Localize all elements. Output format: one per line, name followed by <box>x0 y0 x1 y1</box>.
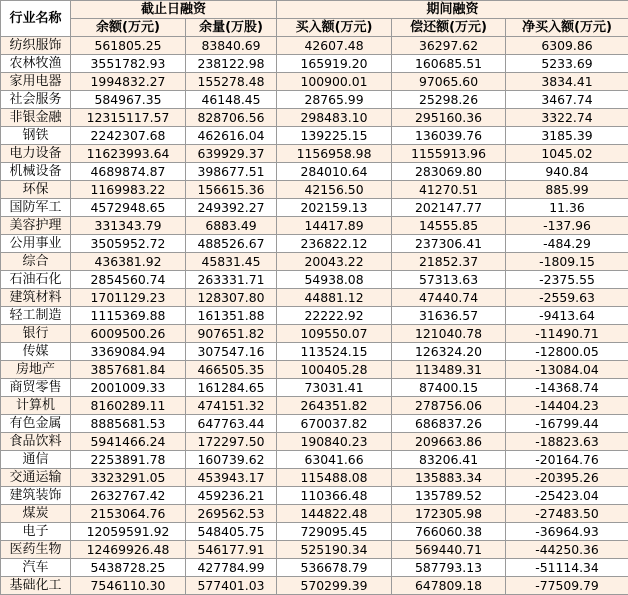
repay-amount-cell: 587793.13 <box>392 559 506 577</box>
net-buy-cell: 6309.86 <box>506 37 628 55</box>
buy-amount-cell: 63041.66 <box>277 451 392 469</box>
industry-cell: 国防军工 <box>1 199 71 217</box>
table-row <box>1 55 628 73</box>
buy-amount-cell: 202159.13 <box>277 199 392 217</box>
table-row <box>1 343 628 361</box>
repay-amount-cell: 113489.31 <box>392 361 506 379</box>
buy-amount-cell: 670037.82 <box>277 415 392 433</box>
volume-cell: 466505.35 <box>186 361 277 379</box>
header-volume: 余量(万股) <box>186 19 277 37</box>
table-row <box>1 523 628 541</box>
net-buy-cell: -51114.34 <box>506 559 628 577</box>
repay-amount-cell: 172305.98 <box>392 505 506 523</box>
table-row <box>1 289 628 307</box>
industry-cell: 公用事业 <box>1 235 71 253</box>
net-buy-cell: -1809.15 <box>506 253 628 271</box>
volume-cell: 453943.17 <box>186 469 277 487</box>
repay-amount-cell: 21852.37 <box>392 253 506 271</box>
net-buy-cell: -27483.50 <box>506 505 628 523</box>
balance-cell: 12059591.92 <box>71 523 186 541</box>
balance-cell: 1994832.27 <box>71 73 186 91</box>
repay-amount-cell: 57313.63 <box>392 271 506 289</box>
repay-amount-cell: 136039.76 <box>392 127 506 145</box>
buy-amount-cell: 264351.82 <box>277 397 392 415</box>
repay-amount-cell: 160685.51 <box>392 55 506 73</box>
balance-cell: 8160289.11 <box>71 397 186 415</box>
repay-amount-cell: 283069.80 <box>392 163 506 181</box>
table-row <box>1 451 628 469</box>
buy-amount-cell: 100405.28 <box>277 361 392 379</box>
header-buy-amount: 买入额(万元) <box>277 19 392 37</box>
industry-cell: 交通运输 <box>1 469 71 487</box>
balance-cell: 3369084.94 <box>71 343 186 361</box>
industry-cell: 轻工制造 <box>1 307 71 325</box>
header-balance: 余额(万元) <box>71 19 186 37</box>
industry-cell: 煤炭 <box>1 505 71 523</box>
net-buy-cell: -18823.63 <box>506 433 628 451</box>
balance-cell: 12469926.48 <box>71 541 186 559</box>
industry-cell: 传媒 <box>1 343 71 361</box>
volume-cell: 398677.51 <box>186 163 277 181</box>
industry-cell: 机械设备 <box>1 163 71 181</box>
industry-cell: 建筑材料 <box>1 289 71 307</box>
table-row <box>1 217 628 235</box>
table-row <box>1 415 628 433</box>
net-buy-cell: 3322.74 <box>506 109 628 127</box>
industry-cell: 石油石化 <box>1 271 71 289</box>
industry-cell: 综合 <box>1 253 71 271</box>
volume-cell: 639929.37 <box>186 145 277 163</box>
repay-amount-cell: 126324.20 <box>392 343 506 361</box>
net-buy-cell: -25423.04 <box>506 487 628 505</box>
volume-cell: 462616.04 <box>186 127 277 145</box>
table-row <box>1 163 628 181</box>
net-buy-cell: -12800.05 <box>506 343 628 361</box>
net-buy-cell: 885.99 <box>506 181 628 199</box>
buy-amount-cell: 115488.08 <box>277 469 392 487</box>
table-row <box>1 181 628 199</box>
buy-amount-cell: 1156958.98 <box>277 145 392 163</box>
buy-amount-cell: 44881.12 <box>277 289 392 307</box>
table-row <box>1 361 628 379</box>
industry-cell: 商贸零售 <box>1 379 71 397</box>
volume-cell: 548405.75 <box>186 523 277 541</box>
volume-cell: 155278.48 <box>186 73 277 91</box>
industry-cell: 社会服务 <box>1 91 71 109</box>
volume-cell: 263331.71 <box>186 271 277 289</box>
buy-amount-cell: 42156.50 <box>277 181 392 199</box>
net-buy-cell: -20164.76 <box>506 451 628 469</box>
industry-cell: 钢铁 <box>1 127 71 145</box>
volume-cell: 307547.16 <box>186 343 277 361</box>
net-buy-cell: 3834.41 <box>506 73 628 91</box>
industry-cell: 电子 <box>1 523 71 541</box>
industry-cell: 环保 <box>1 181 71 199</box>
repay-amount-cell: 121040.78 <box>392 325 506 343</box>
volume-cell: 161351.88 <box>186 307 277 325</box>
net-buy-cell: -36964.93 <box>506 523 628 541</box>
industry-cell: 农林牧渔 <box>1 55 71 73</box>
buy-amount-cell: 14417.89 <box>277 217 392 235</box>
industry-cell: 房地产 <box>1 361 71 379</box>
table-row <box>1 91 628 109</box>
industry-cell: 建筑装饰 <box>1 487 71 505</box>
net-buy-cell: -14368.74 <box>506 379 628 397</box>
balance-cell: 4689874.87 <box>71 163 186 181</box>
balance-cell: 5438728.25 <box>71 559 186 577</box>
table-row <box>1 37 628 55</box>
repay-amount-cell: 237306.41 <box>392 235 506 253</box>
balance-cell: 561805.25 <box>71 37 186 55</box>
balance-cell: 8885681.53 <box>71 415 186 433</box>
volume-cell: 474151.32 <box>186 397 277 415</box>
balance-cell: 2632767.42 <box>71 487 186 505</box>
net-buy-cell: -44250.36 <box>506 541 628 559</box>
table-row <box>1 145 628 163</box>
table-row <box>1 433 628 451</box>
repay-amount-cell: 25298.26 <box>392 91 506 109</box>
volume-cell: 249392.27 <box>186 199 277 217</box>
buy-amount-cell: 729095.45 <box>277 523 392 541</box>
buy-amount-cell: 165919.20 <box>277 55 392 73</box>
net-buy-cell: -484.29 <box>506 235 628 253</box>
repay-amount-cell: 87400.15 <box>392 379 506 397</box>
repay-amount-cell: 766060.38 <box>392 523 506 541</box>
table-row <box>1 199 628 217</box>
repay-amount-cell: 36297.62 <box>392 37 506 55</box>
net-buy-cell: -20395.26 <box>506 469 628 487</box>
industry-cell: 食品饮料 <box>1 433 71 451</box>
balance-cell: 2001009.33 <box>71 379 186 397</box>
repay-amount-cell: 686837.26 <box>392 415 506 433</box>
volume-cell: 45831.45 <box>186 253 277 271</box>
balance-cell: 6009500.26 <box>71 325 186 343</box>
table-row <box>1 577 628 595</box>
net-buy-cell: 11.36 <box>506 199 628 217</box>
repay-amount-cell: 31636.57 <box>392 307 506 325</box>
buy-amount-cell: 110366.48 <box>277 487 392 505</box>
buy-amount-cell: 536678.79 <box>277 559 392 577</box>
volume-cell: 6883.49 <box>186 217 277 235</box>
balance-cell: 1115369.88 <box>71 307 186 325</box>
balance-cell: 1169983.22 <box>71 181 186 199</box>
net-buy-cell: -137.96 <box>506 217 628 235</box>
buy-amount-cell: 190840.23 <box>277 433 392 451</box>
balance-cell: 2242307.68 <box>71 127 186 145</box>
volume-cell: 427784.99 <box>186 559 277 577</box>
repay-amount-cell: 135883.34 <box>392 469 506 487</box>
balance-cell: 11623993.64 <box>71 145 186 163</box>
net-buy-cell: 5233.69 <box>506 55 628 73</box>
repay-amount-cell: 647809.18 <box>392 577 506 595</box>
table-row <box>1 559 628 577</box>
header-group-ending-balance: 截止日融资 <box>71 1 277 19</box>
header-column-row <box>1 19 628 37</box>
buy-amount-cell: 525190.34 <box>277 541 392 559</box>
buy-amount-cell: 28765.99 <box>277 91 392 109</box>
balance-cell: 3551782.93 <box>71 55 186 73</box>
net-buy-cell: -77509.79 <box>506 577 628 595</box>
repay-amount-cell: 135789.52 <box>392 487 506 505</box>
net-buy-cell: 3467.74 <box>506 91 628 109</box>
table-row <box>1 325 628 343</box>
repay-amount-cell: 47440.74 <box>392 289 506 307</box>
table-header <box>1 1 628 37</box>
buy-amount-cell: 20043.22 <box>277 253 392 271</box>
table-row <box>1 109 628 127</box>
industry-cell: 医药生物 <box>1 541 71 559</box>
header-industry-name: 行业名称 <box>1 1 71 37</box>
industry-cell: 电力设备 <box>1 145 71 163</box>
net-buy-cell: 940.84 <box>506 163 628 181</box>
net-buy-cell: -2375.55 <box>506 271 628 289</box>
volume-cell: 488526.67 <box>186 235 277 253</box>
table-row <box>1 505 628 523</box>
industry-cell: 计算机 <box>1 397 71 415</box>
table-row <box>1 487 628 505</box>
balance-cell: 5941466.24 <box>71 433 186 451</box>
balance-cell: 331343.79 <box>71 217 186 235</box>
balance-cell: 436381.92 <box>71 253 186 271</box>
volume-cell: 647763.44 <box>186 415 277 433</box>
repay-amount-cell: 41270.51 <box>392 181 506 199</box>
repay-amount-cell: 83206.41 <box>392 451 506 469</box>
volume-cell: 459236.21 <box>186 487 277 505</box>
balance-cell: 2253891.78 <box>71 451 186 469</box>
volume-cell: 907651.82 <box>186 325 277 343</box>
repay-amount-cell: 569440.71 <box>392 541 506 559</box>
table-body <box>1 37 628 595</box>
balance-cell: 584967.35 <box>71 91 186 109</box>
buy-amount-cell: 42607.48 <box>277 37 392 55</box>
buy-amount-cell: 284010.64 <box>277 163 392 181</box>
buy-amount-cell: 109550.07 <box>277 325 392 343</box>
buy-amount-cell: 113524.15 <box>277 343 392 361</box>
industry-cell: 家用电器 <box>1 73 71 91</box>
table-row <box>1 235 628 253</box>
buy-amount-cell: 54938.08 <box>277 271 392 289</box>
industry-cell: 美容护理 <box>1 217 71 235</box>
table-row <box>1 397 628 415</box>
volume-cell: 172297.50 <box>186 433 277 451</box>
repay-amount-cell: 1155913.96 <box>392 145 506 163</box>
industry-cell: 非银金融 <box>1 109 71 127</box>
header-group-period: 期间融资 <box>277 1 628 19</box>
volume-cell: 828706.56 <box>186 109 277 127</box>
volume-cell: 161284.65 <box>186 379 277 397</box>
industry-cell: 通信 <box>1 451 71 469</box>
buy-amount-cell: 73031.41 <box>277 379 392 397</box>
buy-amount-cell: 22222.92 <box>277 307 392 325</box>
repay-amount-cell: 295160.36 <box>392 109 506 127</box>
table-row <box>1 73 628 91</box>
balance-cell: 2854560.74 <box>71 271 186 289</box>
balance-cell: 3505952.72 <box>71 235 186 253</box>
volume-cell: 128307.80 <box>186 289 277 307</box>
industry-cell: 基础化工 <box>1 577 71 595</box>
repay-amount-cell: 97065.60 <box>392 73 506 91</box>
industry-cell: 银行 <box>1 325 71 343</box>
table-row <box>1 541 628 559</box>
volume-cell: 160739.62 <box>186 451 277 469</box>
repay-amount-cell: 202147.77 <box>392 199 506 217</box>
volume-cell: 546177.91 <box>186 541 277 559</box>
net-buy-cell: -13084.04 <box>506 361 628 379</box>
volume-cell: 156615.36 <box>186 181 277 199</box>
volume-cell: 83840.69 <box>186 37 277 55</box>
repay-amount-cell: 278756.06 <box>392 397 506 415</box>
net-buy-cell: -14404.23 <box>506 397 628 415</box>
header-repay-amount: 偿还额(万元) <box>392 19 506 37</box>
balance-cell: 1701129.23 <box>71 289 186 307</box>
table-row <box>1 127 628 145</box>
net-buy-cell: -2559.63 <box>506 289 628 307</box>
header-group-row <box>1 1 628 19</box>
industry-cell: 有色金属 <box>1 415 71 433</box>
volume-cell: 577401.03 <box>186 577 277 595</box>
volume-cell: 269562.53 <box>186 505 277 523</box>
net-buy-cell: -9413.64 <box>506 307 628 325</box>
volume-cell: 238122.98 <box>186 55 277 73</box>
net-buy-cell: -16799.44 <box>506 415 628 433</box>
buy-amount-cell: 100900.01 <box>277 73 392 91</box>
buy-amount-cell: 144822.48 <box>277 505 392 523</box>
buy-amount-cell: 298483.10 <box>277 109 392 127</box>
repay-amount-cell: 14555.85 <box>392 217 506 235</box>
net-buy-cell: 1045.02 <box>506 145 628 163</box>
balance-cell: 3857681.84 <box>71 361 186 379</box>
table-row <box>1 271 628 289</box>
industry-cell: 汽车 <box>1 559 71 577</box>
header-net-buy: 净买入额(万元) <box>506 19 628 37</box>
volume-cell: 46148.45 <box>186 91 277 109</box>
net-buy-cell: 3185.39 <box>506 127 628 145</box>
repay-amount-cell: 209663.86 <box>392 433 506 451</box>
balance-cell: 2153064.76 <box>71 505 186 523</box>
net-buy-cell: -11490.71 <box>506 325 628 343</box>
balance-cell: 7546110.30 <box>71 577 186 595</box>
buy-amount-cell: 570299.39 <box>277 577 392 595</box>
balance-cell: 3323291.05 <box>71 469 186 487</box>
balance-cell: 4572948.65 <box>71 199 186 217</box>
buy-amount-cell: 236822.12 <box>277 235 392 253</box>
table-row <box>1 253 628 271</box>
industry-cell: 纺织服饰 <box>1 37 71 55</box>
table-row <box>1 307 628 325</box>
buy-amount-cell: 139225.15 <box>277 127 392 145</box>
table-row <box>1 469 628 487</box>
balance-cell: 12315117.57 <box>71 109 186 127</box>
table-row <box>1 379 628 397</box>
